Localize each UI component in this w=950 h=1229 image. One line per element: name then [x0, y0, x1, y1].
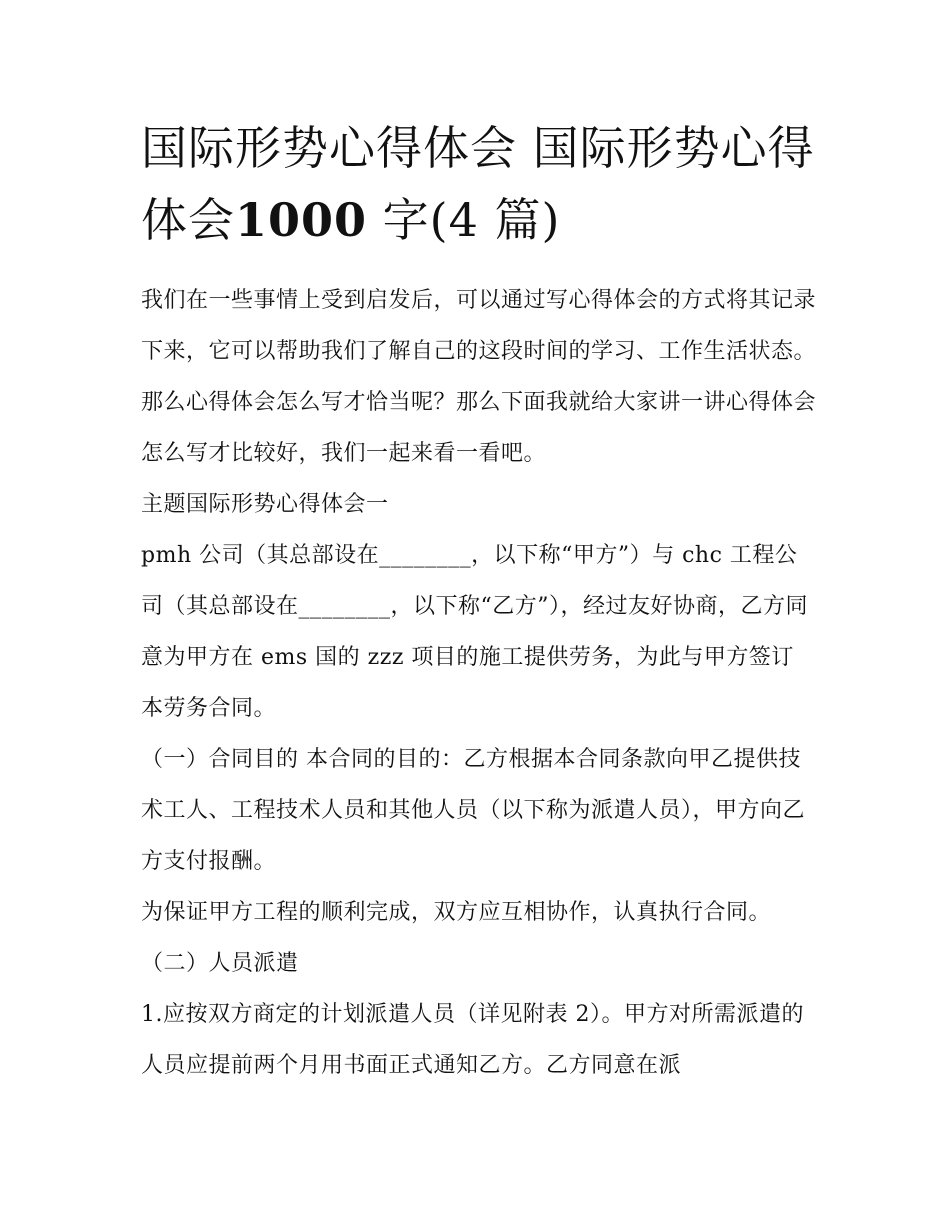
title-number: 1000: [235, 193, 368, 247]
section-heading: 主题国际形势心得体会一: [141, 492, 389, 517]
document-body: [141, 275, 816, 1091]
intro-paragraph: 我们在一些事情上受到启发后，可以通过写心得体会的方式将其记录下来，它可以帮助我们了解自己的这段时间的学习、工作生活状态。那么心得体会怎么写才恰当呢？那么下面我就给大家讲一讲心得体会怎么写才比较好，我们一起来看一看吧。: [141, 288, 817, 466]
document-title: [141, 112, 821, 256]
dispatch-paragraph: 1.应按双方商定的计划派遣人员（详见附表 2）。甲方对所需派遣的人员应提前两个月用书面正式通知乙方。乙方同意在派: [141, 1002, 804, 1078]
contract-paragraph: pmh 公司（其总部设在________，以下称“甲方”）与 chc 工程公司（其总部设在________，以下称“乙方”），经过友好协商，乙方同意为甲方在 ems 国的 zzz 项目的施工提供劳务，为此与甲方签订本劳务合同。: [141, 543, 808, 721]
cooperation-paragraph: 为保证甲方工程的顺利完成，双方应互相协作，认真执行合同。（二）人员派遣: [141, 900, 772, 976]
title-text-2: 字(4: [382, 193, 479, 247]
title-text-1: 国际形势心得体会 国际形势心得体会: [141, 121, 815, 247]
purpose-paragraph: （一）合同目的 本合同的目的：乙方根据本合同条款向甲乙提供技术工人、工程技术人员和其他人员（以下称为派遣人员），甲方向乙方支付报酬。: [141, 747, 806, 874]
title-text-3: 篇): [494, 193, 561, 247]
